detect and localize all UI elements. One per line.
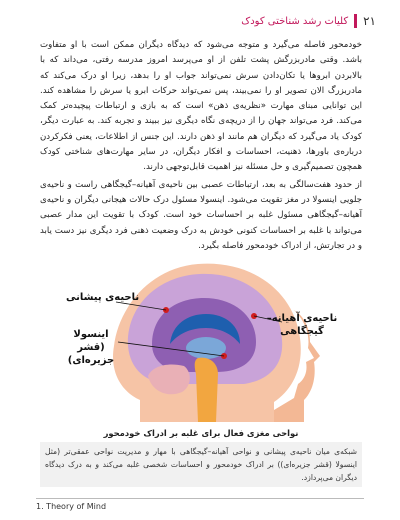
label-insula-line2: (قشر جزیره‌ای)	[67, 342, 115, 366]
label-forehead-region: ناحیه‌ی پیشانی	[66, 292, 140, 303]
label-temporoparietal-line1: ناحیه‌ی آهیانه–	[266, 313, 338, 324]
brain-figure	[48, 250, 348, 422]
body-text	[40, 38, 362, 256]
header-accent-bar	[354, 14, 357, 28]
footnote: 1. Theory of Mind	[36, 502, 107, 511]
chapter-title: کلیات رشد شناختی کودک	[241, 15, 349, 27]
paragraph-1: خودمحور فاصله می‌گیرد و متوجه می‌شود که دیدگاه دیگران ممکن است با او متفاوت باشد. وقتی مادربزرگش پشت تلفن از او می‌پرسد امروز مدرسه رفتی، می‌داند که با بالابردن ابروها یا تکان‌دادن سرش نمی‌تواند جواب او را بدهد، زیرا او درک می‌کند که مادربزرگ الان تصویر او را نمی‌بیند، پس نمی‌تواند حرکات ابرو یا سرش را مشاهده کند. این توانایی مبنای مهارت «نظریه‌ی ذهن» است که به بازی و ارتباطات پیچیده‌تر کمک می‌کند. فرد می‌تواند جهان را از دریچه‌ی نگاه دیگری نیز ببیند و تجربه کند. به عبارت دیگر، کودک یاد می‌گیرد که دیگران هم مانند او ذهن دارند. این جنس از اطلاعات، یعنی فکرکردن درباره‌ی باورها، ذهنیت، احساسات و افکار دیگران، در سایر مهارت‌های شناختی کودک همچون تصمیم‌گیری و حل مسئله نیز اهمیت قابل‌توجهی دارند.	[40, 40, 362, 173]
label-insula-line1: اینسولا	[73, 329, 109, 340]
figure-caption: نواحی مغزی فعال برای غلبه بر ادراک خودمحور	[103, 428, 299, 438]
label-temporoparietal-line2: گیجگاهی	[280, 326, 324, 337]
brainstem	[195, 358, 218, 422]
figure-description: شبکه‌ی میان ناحیه‌ی پیشانی و نواحی آهیانه–گیجگاهی با مهار و مدیریت نواحی عمقی‌تر (مثل اینسولا (قشر جزیره‌ای)) بر ادراک خودمحور و احساسات شخصی غلبه می‌کند و به درک دیدگاه دیگران می‌پردازد.	[40, 442, 362, 487]
label-temporoparietal	[262, 312, 342, 338]
paragraph-2: از حدود هفت‌سالگی به بعد، ارتباطات عصبی بین ناحیه‌ی آهیانه–گیجگاهی راست و ناحیه‌ی جلویی اینسولا در مغز تقویت می‌شود. اینسولا مسئول درک حالات هیجانی دیگران و ناحیه‌ی آهیانه–گیجگاهی مسئول غلبه بر احساسات خود است. کودک با تقویت این مدار عصبی می‌تواند با غلبه بر احساسات کنونی خودش به درک وضعیت ذهنی فرد دیگری نیز دست یابد و در تجارتش، از ادراک خودمحور فاصله بگیرد.	[40, 179, 362, 251]
page-header	[24, 12, 376, 30]
footnote-divider	[36, 498, 364, 499]
page-number: ۲۱	[363, 14, 376, 28]
label-insula	[54, 328, 128, 367]
